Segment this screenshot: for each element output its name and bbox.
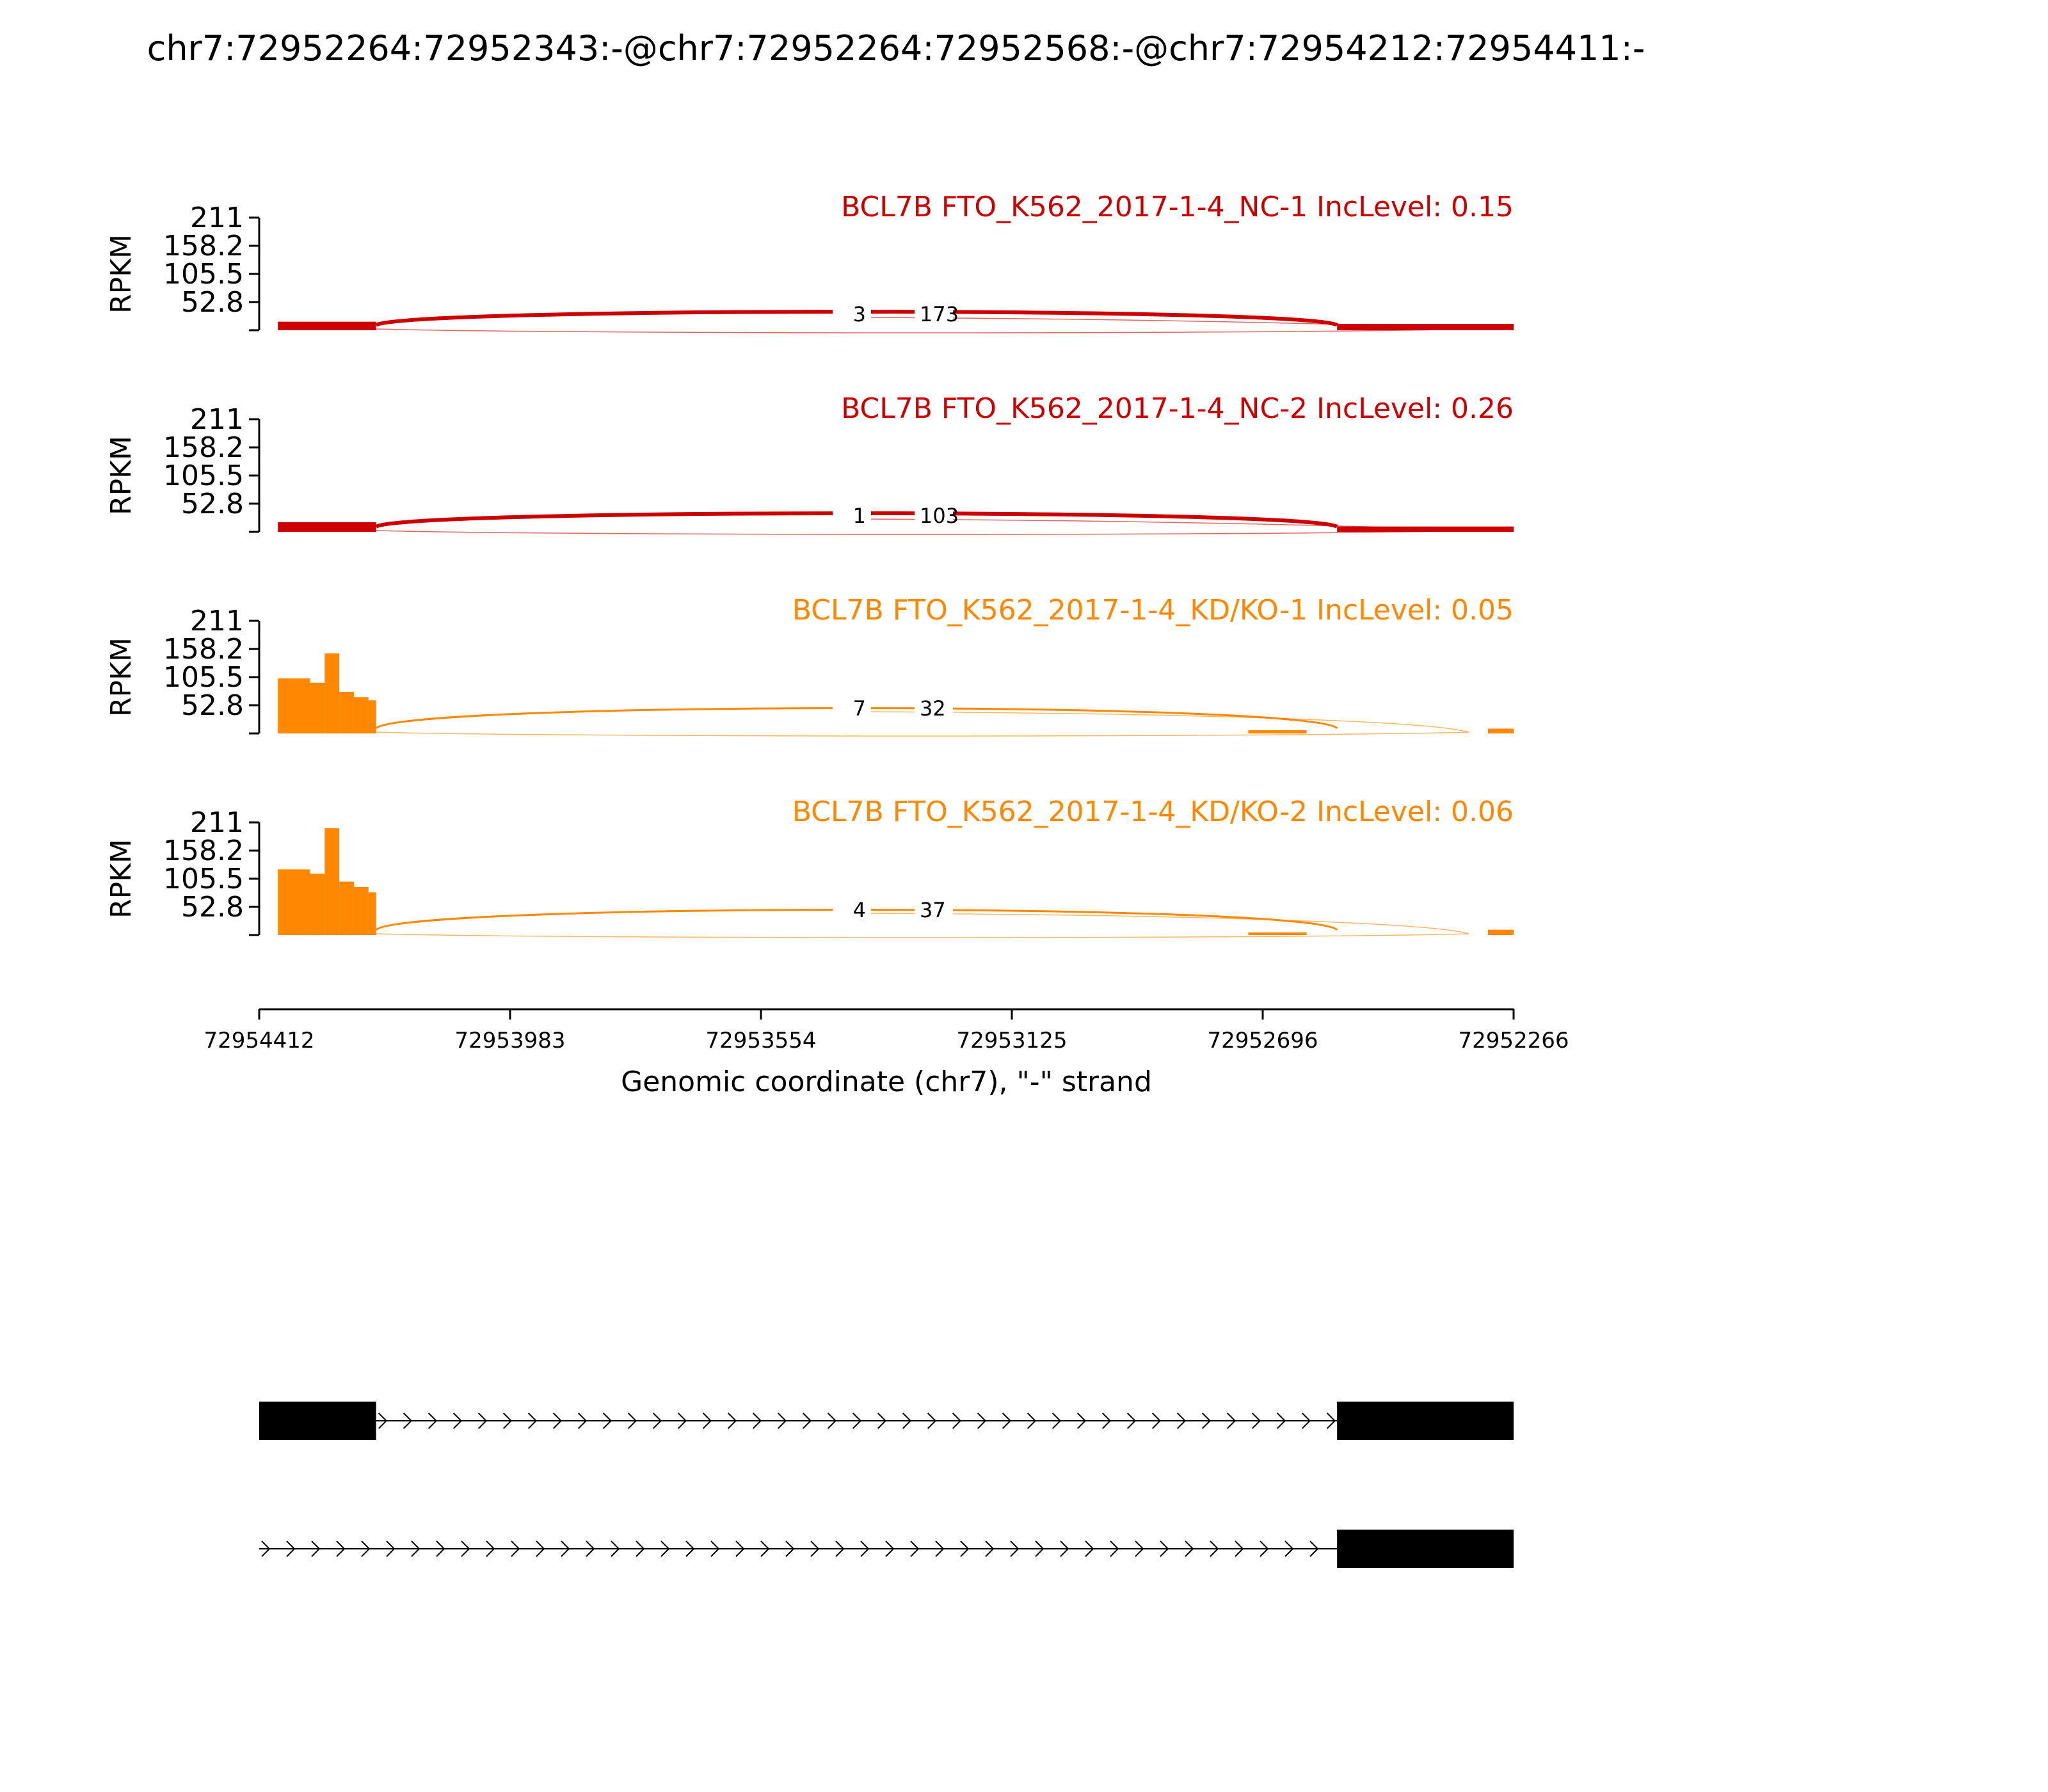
y-tick-label: 211 [190,202,244,234]
junction-count-label: 103 [920,504,959,528]
gene-model-2 [259,1530,1514,1568]
y-tick-label: 105.5 [163,258,244,291]
coverage-bar [1248,730,1306,733]
y-tick-label: 105.5 [163,460,244,492]
junction-count-label: 37 [920,898,946,922]
y-axis-label: RPKM [105,436,138,515]
gene-model-1 [259,1402,1514,1440]
coverage-bar [1337,527,1514,532]
x-axis [204,1009,1569,1098]
coverage-bar [310,874,324,935]
coverage-bar [278,322,376,330]
coverage-bar [339,882,354,935]
coverage-bar [354,697,369,733]
junction-count-label: 4 [852,898,866,922]
sample-title: BCL7B FTO_K562_2017-1-4_NC-2 IncLevel: 0.26 [841,392,1514,425]
sample-panel-3 [105,594,1514,736]
exon-block [1337,1530,1514,1568]
exon-block [1337,1402,1514,1440]
exon-block [259,1402,376,1440]
x-tick-label: 72953125 [956,1028,1068,1053]
coverage-bar [1488,930,1514,935]
y-tick-label: 158.2 [163,431,244,465]
y-axis-label: RPKM [105,637,138,717]
y-tick-label: 105.5 [163,661,244,694]
y-tick-label: 52.8 [181,689,244,722]
junction-count-label: 3 [852,302,866,326]
sample-title: BCL7B FTO_K562_2017-1-4_KD/KO-1 IncLevel: 0.05 [792,594,1514,627]
y-tick-label: 52.8 [181,487,244,520]
junction-count-label: 173 [920,302,959,326]
coverage-bar [339,692,354,733]
chart-title: chr7:72952264:72952343:-@chr7:72952264:72952568:-@chr7:72954212:72954411:- [147,28,1645,68]
sample-panel-4 [105,796,1514,938]
y-tick-label: 158.2 [163,230,244,263]
x-tick-label: 72952696 [1207,1028,1318,1053]
coverage-bar [1248,932,1306,935]
y-tick-label: 52.8 [181,890,244,924]
gene-models [259,1402,1514,1568]
coverage-bar [369,700,376,733]
sample-panel-2 [105,392,1514,534]
x-tick-label: 72952266 [1458,1028,1569,1053]
sample-panel-1 [105,191,1514,333]
sample-title: BCL7B FTO_K562_2017-1-4_KD/KO-2 IncLevel: 0.06 [792,796,1514,828]
y-tick-label: 158.2 [163,633,244,666]
junction-count-label: 7 [852,696,866,721]
sample-title: BCL7B FTO_K562_2017-1-4_NC-1 IncLevel: 0.15 [841,191,1514,223]
y-tick-label: 52.8 [181,285,244,319]
sample-panels [105,191,1514,938]
y-tick-label: 211 [190,806,244,839]
coverage-bar [278,869,310,935]
coverage-bar [310,683,324,733]
y-axis-label: RPKM [105,234,138,314]
x-axis-label: Genomic coordinate (chr7), "-" strand [621,1066,1152,1098]
x-tick-label: 72953983 [454,1028,566,1053]
coverage-bar [278,678,310,733]
junction-arc [376,329,1469,333]
junction-arc [376,531,1469,534]
coverage-bar [324,653,339,733]
junction-count-label: 1 [852,504,866,528]
coverage-bar [324,828,339,935]
coverage-bar [278,522,376,532]
y-tick-label: 211 [190,605,244,637]
coverage-bar [354,887,369,935]
coverage-bar [1488,728,1514,733]
x-tick-label: 72954412 [204,1028,315,1053]
x-tick-label: 72953554 [705,1028,817,1053]
y-tick-label: 158.2 [163,835,244,868]
y-tick-label: 211 [190,403,244,436]
y-axis-label: RPKM [105,839,138,918]
y-tick-label: 105.5 [163,863,244,895]
coverage-bar [369,892,376,935]
junction-count-label: 32 [920,696,946,721]
